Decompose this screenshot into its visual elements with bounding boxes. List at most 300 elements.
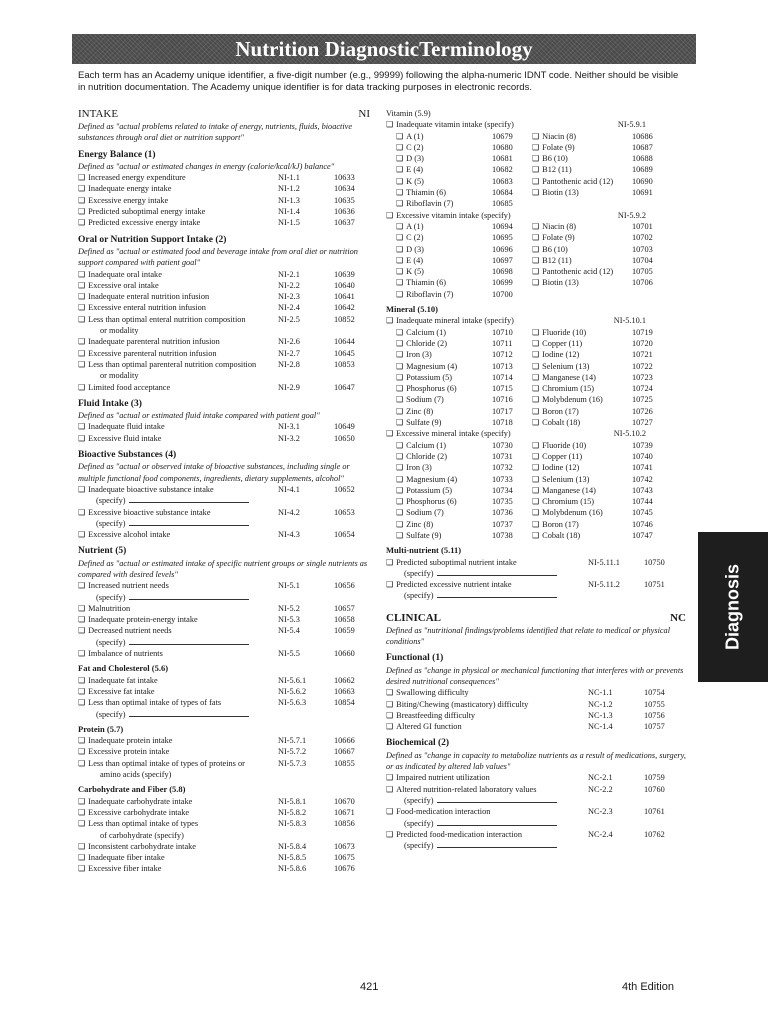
nutrient-checkbox-label[interactable]: ❑ Zinc (8)	[396, 519, 492, 530]
nutrient-checkbox-label[interactable]: ❑ A (1)	[396, 131, 492, 142]
term-checkbox-label[interactable]: ❑ Imbalance of nutrients	[78, 648, 278, 659]
term-checkbox-label[interactable]: ❑ Excessive fat intake	[78, 686, 278, 697]
energy-rows	[78, 172, 370, 228]
term-id: 10751	[644, 580, 665, 590]
nutrient-id: 10718	[492, 418, 513, 428]
nutrient-checkbox-label[interactable]: ❑ B6 (10)	[532, 244, 632, 255]
specify-line[interactable]: (specify)	[78, 518, 370, 529]
nutrient-checkbox-label[interactable]: ❑ Fluoride (10)	[532, 440, 632, 451]
specify-line[interactable]: (specify)	[386, 795, 686, 806]
nutrient-checkbox-label[interactable]: ❑ E (4)	[396, 255, 492, 266]
nutrient-id: 10696	[492, 244, 513, 254]
nutrient-id: 10736	[492, 508, 513, 518]
nutrient-rows	[78, 580, 370, 659]
term-checkbox-label[interactable]: ❑ Excessive energy intake	[78, 195, 278, 206]
nutrient-pair-row	[386, 394, 686, 405]
nutrient-id: 10699	[492, 278, 513, 288]
nutrient-id	[632, 289, 672, 300]
nutrient-pair-row	[386, 530, 686, 541]
nutrient-id: 10712	[492, 350, 513, 360]
term-checkbox-label[interactable]: ❑ Swallowing difficulty	[386, 687, 588, 698]
term-code: NI-5.1	[278, 581, 300, 591]
term-row	[78, 529, 370, 540]
nutrient-id: 10725	[632, 395, 653, 405]
specify-line[interactable]: (specify)	[78, 637, 370, 648]
term-id: 10633	[334, 173, 355, 183]
nutrient-checkbox-label[interactable]: ❑ Riboflavin (7)	[396, 289, 492, 300]
nutrient-id: 10734	[492, 485, 513, 495]
nutrient-checkbox-label[interactable]: ❑ Chloride (2)	[396, 451, 492, 462]
mineral-inadequate-label[interactable]: ❑ Inadequate mineral intake (specify)	[386, 315, 514, 326]
fluid-rows	[78, 421, 370, 444]
mineral-title: Mineral (5.10)	[386, 304, 438, 315]
nutrient-checkbox-label[interactable]: ❑ Phosphorus (6)	[396, 383, 492, 394]
term-id: 10650	[334, 433, 355, 443]
nutrient-checkbox-label[interactable]: ❑ A (1)	[396, 221, 492, 232]
term-code: NI-5.8.6	[278, 864, 307, 874]
nutrient-checkbox-label[interactable]: ❑ Copper (11)	[532, 338, 632, 349]
term-id: 10852	[334, 314, 355, 324]
fat-title: Fat and Cholesterol (5.6)	[78, 663, 169, 674]
term-code: NC-2.3	[588, 807, 613, 817]
biochemical-rows	[386, 772, 686, 851]
nutrient-id: 10741	[632, 463, 653, 473]
nutrient-checkbox-label[interactable]: ❑ Biotin (13)	[532, 187, 632, 198]
nutrient-definition: Defined as "actual or estimated intake of specific nutrient groups or single nutrients as compared with desired levels"	[78, 558, 368, 579]
term-checkbox-label[interactable]: ❑ Less than optimal parenteral nutrition composition	[78, 359, 278, 370]
term-checkbox-label[interactable]: ❑ Breastfeeding difficulty	[386, 710, 588, 721]
oral-definition: Defined as "actual or estimated food and beverage intake from oral diet or nutrition support compared with patient goal"	[78, 246, 358, 268]
term-checkbox-label[interactable]: ❑ Inadequate protein-energy intake	[78, 614, 278, 625]
term-checkbox-label[interactable]: ❑ Excessive fiber intake	[78, 863, 278, 874]
term-checkbox-label[interactable]: ❑ Excessive oral intake	[78, 280, 278, 291]
term-id: 10653	[334, 507, 355, 517]
term-row	[78, 314, 370, 325]
vitamin-inadequate-label[interactable]: ❑ Inadequate vitamin intake (specify)	[386, 119, 514, 130]
diagnosis-tab	[698, 532, 768, 682]
nutrient-checkbox-label[interactable]: ❑ B12 (11)	[532, 255, 632, 266]
term-id: 10676	[334, 864, 355, 874]
nutrient-checkbox-label[interactable]: ❑ Calcium (1)	[396, 440, 492, 451]
term-id: 10673	[334, 841, 355, 851]
term-checkbox-label[interactable]: ❑ Excessive protein intake	[78, 746, 278, 757]
term-id: 10856	[334, 819, 355, 829]
term-checkbox-label[interactable]: ❑ Less than optimal intake of types of proteins or	[78, 758, 278, 769]
term-checkbox-label[interactable]: ❑ Inconsistent carbohydrate intake	[78, 841, 278, 852]
nutrient-checkbox-label[interactable]: ❑ Niacin (8)	[532, 131, 632, 142]
term-checkbox-label[interactable]: ❑ Altered GI function	[386, 721, 588, 732]
energy-title: Energy Balance (1)	[78, 149, 156, 160]
term-row	[386, 784, 686, 795]
mineral-excessive-label[interactable]: ❑ Excessive mineral intake (specify)	[386, 428, 511, 439]
term-row	[78, 758, 370, 769]
nutrient-id: 10719	[632, 327, 653, 337]
term-checkbox-label[interactable]: ❑ Impaired nutrient utilization	[386, 772, 588, 783]
term-row	[78, 195, 370, 206]
carb-title: Carbohydrate and Fiber (5.8)	[78, 784, 186, 795]
nutrient-id: 10732	[492, 463, 513, 473]
term-checkbox-label[interactable]: ❑ Inadequate protein intake	[78, 735, 278, 746]
nutrient-id: 10730	[492, 440, 513, 450]
nutrient-id: 10687	[632, 142, 653, 152]
term-checkbox-label[interactable]: ❑ Limited food acceptance	[78, 382, 278, 393]
term-id: 10639	[334, 269, 355, 279]
nutrient-checkbox-label[interactable]: ❑ B6 (10)	[532, 153, 632, 164]
term-row	[78, 217, 370, 228]
term-checkbox-label[interactable]: ❑ Inadequate fat intake	[78, 675, 278, 686]
nutrient-id: 10695	[492, 233, 513, 243]
specify-line[interactable]: (specify)	[78, 495, 370, 506]
nutrient-checkbox-label[interactable]: ❑ Chromium (15)	[532, 383, 632, 394]
nutrient-id: 10724	[632, 384, 653, 394]
nutrient-checkbox-label[interactable]: ❑ Magnesium (4)	[396, 474, 492, 485]
nutrient-checkbox-label[interactable]: ❑ Pantothenic acid (12)	[532, 266, 632, 277]
nutrient-checkbox-label[interactable]: ❑ Iodine (12)	[532, 462, 632, 473]
nutrient-checkbox-label[interactable]: ❑ Potassium (5)	[396, 485, 492, 496]
fat-rows	[78, 675, 370, 720]
term-row	[78, 280, 370, 291]
term-row	[78, 686, 370, 697]
bioactive-rows	[78, 484, 370, 540]
mineral-excessive-header	[386, 428, 686, 439]
nutrient-checkbox-label[interactable]: ❑ Boron (17)	[532, 406, 632, 417]
mineral-inadequate-pairs	[386, 327, 686, 429]
nutrient-pair-row	[386, 198, 686, 209]
term-id: 10642	[334, 303, 355, 313]
term-id: 10663	[334, 686, 355, 696]
term-row	[78, 603, 370, 614]
term-checkbox-label[interactable]: ❑ Excessive parenteral nutrition infusion	[78, 348, 278, 359]
term-code: NI-5.7.3	[278, 758, 307, 768]
term-checkbox-label[interactable]: ❑ Inadequate bioactive substance intake	[78, 484, 278, 495]
nutrient-checkbox-label[interactable]: ❑ Manganese (14)	[532, 372, 632, 383]
term-checkbox-label[interactable]: ❑ Inadequate enteral nutrition infusion	[78, 291, 278, 302]
nutrient-id: 10710	[492, 327, 513, 337]
nutrient-id: 10683	[492, 176, 513, 186]
term-id: 10634	[334, 184, 355, 194]
term-row	[386, 557, 686, 568]
multi-title: Multi-nutrient (5.11)	[386, 545, 462, 556]
nutrient-checkbox-label[interactable]: ❑ Molybdenum (16)	[532, 394, 632, 405]
term-checkbox-label[interactable]: ❑ Excessive fluid intake	[78, 433, 278, 444]
nutrient-checkbox-label[interactable]: ❑ Selenium (13)	[532, 361, 632, 372]
term-code: NI-3.2	[278, 433, 300, 443]
functional-rows	[386, 687, 686, 732]
term-checkbox-label[interactable]: ❑ Biting/Chewing (masticatory) difficulty	[386, 699, 588, 710]
term-code: NC-1.2	[588, 699, 613, 709]
term-row	[386, 579, 686, 590]
term-checkbox-label[interactable]: ❑ Inadequate fluid intake	[78, 421, 278, 432]
mineral-excessive-pairs	[386, 440, 686, 542]
nutrient-pair-row	[386, 451, 686, 462]
term-code: NI-5.7.2	[278, 747, 307, 757]
nutrient-id: 10747	[632, 530, 653, 540]
nutrient-pair-row	[386, 232, 686, 243]
nutrient-checkbox-label[interactable]: ❑ Sodium (7)	[396, 507, 492, 518]
nutrient-checkbox-label[interactable]: ❑ Calcium (1)	[396, 327, 492, 338]
term-checkbox-label[interactable]: ❑ Excessive enteral nutrition infusion	[78, 302, 278, 313]
term-checkbox-label[interactable]: ❑ Less than optimal enteral nutrition composition	[78, 314, 278, 325]
term-checkbox-label[interactable]: ❑ Inadequate carbohydrate intake	[78, 796, 278, 807]
term-code: NI-5.8.1	[278, 796, 307, 806]
nutrient-checkbox-label[interactable]: ❑ Selenium (13)	[532, 474, 632, 485]
nutrient-id: 10684	[492, 188, 513, 198]
nutrient-pair-row	[386, 383, 686, 394]
nutrient-id: 10680	[492, 142, 513, 152]
biochemical-definition: Defined as "change in capacity to metabolize nutrients as a result of medications, surgery, or as indicated by altered lab values"	[386, 750, 686, 772]
term-id: 10658	[334, 615, 355, 625]
nutrient-pair-row	[386, 277, 686, 288]
nutrient-pair-row	[386, 327, 686, 338]
clinical-title: CLINICAL	[386, 611, 442, 624]
term-code: NC-1.4	[588, 722, 613, 732]
term-code: NC-2.2	[588, 784, 613, 794]
nutrient-id: 10694	[492, 221, 513, 231]
term-checkbox-label[interactable]: ❑ Inadequate parenteral nutrition infusion	[78, 336, 278, 347]
bioactive-title: Bioactive Substances (4)	[78, 450, 177, 461]
nutrient-pair-row	[386, 176, 686, 187]
nutrient-id: 10742	[632, 474, 653, 484]
term-code: NC-2.1	[588, 773, 613, 783]
right-column	[386, 108, 686, 851]
term-code: NI-2.5	[278, 314, 300, 324]
term-id: 10649	[334, 422, 355, 432]
nutrient-checkbox-label[interactable]: ❑ Thiamin (6)	[396, 277, 492, 288]
term-label-continued: or modality	[100, 326, 139, 336]
nutrient-checkbox-label[interactable]: ❑ Molybdenum (16)	[532, 507, 632, 518]
nutrient-id: 10731	[492, 451, 513, 461]
term-row	[78, 484, 370, 495]
nutrient-pair-row	[386, 153, 686, 164]
intake-header	[78, 108, 370, 121]
vitamin-inadequate-code: NI-5.9.1	[617, 120, 646, 130]
nutrient-pair-row	[386, 255, 686, 266]
term-code: NI-4.2	[278, 507, 300, 517]
specify-line[interactable]: (specify)	[386, 840, 686, 851]
vitamin-excessive-code: NI-5.9.2	[617, 210, 646, 220]
nutrient-checkbox-label[interactable]: ❑ Chromium (15)	[532, 496, 632, 507]
nutrient-checkbox-label[interactable]: ❑ Boron (17)	[532, 519, 632, 530]
term-code: NI-5.3	[278, 615, 300, 625]
nutrient-checkbox-label[interactable]: ❑ Biotin (13)	[532, 277, 632, 288]
term-checkbox-label[interactable]: ❑ Inadequate fiber intake	[78, 852, 278, 863]
nutrient-id: 10739	[632, 440, 653, 450]
term-checkbox-label[interactable]: ❑ Less than optimal intake of types of fats	[78, 697, 278, 708]
nutrient-checkbox-label[interactable]: ❑ Potassium (5)	[396, 372, 492, 383]
vitamin-excessive-label[interactable]: ❑ Excessive vitamin intake (specify)	[386, 210, 511, 221]
nutrient-checkbox-label[interactable]: ❑ Phosphorus (6)	[396, 496, 492, 507]
nutrient-checkbox-label[interactable]: ❑ Iron (3)	[396, 349, 492, 360]
term-row	[78, 614, 370, 625]
term-id: 10654	[334, 530, 355, 540]
term-code: NI-5.6.2	[278, 686, 307, 696]
nutrient-checkbox-label[interactable]	[532, 198, 632, 209]
term-id: 10640	[334, 280, 355, 290]
nutrient-checkbox-label[interactable]: ❑ Pantothenic acid (12)	[532, 176, 632, 187]
nutrient-checkbox-label[interactable]: ❑ Cobalt (18)	[532, 530, 632, 541]
nutrient-pair-row	[386, 485, 686, 496]
term-row	[386, 772, 686, 783]
nutrient-id: 10735	[492, 497, 513, 507]
nutrient-pair-row	[386, 519, 686, 530]
term-code: NI-2.6	[278, 337, 300, 347]
nutrient-checkbox-label[interactable]: ❑ Magnesium (4)	[396, 361, 492, 372]
term-row	[78, 172, 370, 183]
term-label-continued: amino acids (specify)	[100, 770, 172, 780]
term-id: 10635	[334, 195, 355, 205]
page-number: 421	[360, 981, 379, 993]
carb-rows	[78, 796, 370, 875]
nutrient-id: 10698	[492, 267, 513, 277]
term-code: NI-1.5	[278, 218, 300, 228]
nutrient-pair-row	[386, 164, 686, 175]
term-row	[78, 852, 370, 863]
term-row	[78, 336, 370, 347]
protein-title: Protein (5.7)	[78, 723, 124, 734]
nutrient-checkbox-label[interactable]: ❑ Folate (9)	[532, 142, 632, 153]
mineral-inadequate-code: NI-5.10.1	[613, 316, 646, 326]
nutrient-id: 10700	[492, 289, 513, 299]
term-checkbox-label[interactable]: ❑ Altered nutrition-related laboratory values	[386, 784, 588, 795]
term-checkbox-label[interactable]: ❑ Predicted suboptimal nutrient intake	[386, 557, 588, 568]
term-row	[78, 291, 370, 302]
term-checkbox-label[interactable]: ❑ Predicted excessive energy intake	[78, 217, 278, 228]
clinical-definition: Defined as "nutritional findings/problems identified that relate to medical or physical conditions"	[386, 625, 671, 647]
term-checkbox-label[interactable]: ❑ Inadequate energy intake	[78, 183, 278, 194]
nutrient-id: 10717	[492, 406, 513, 416]
specify-line[interactable]: (specify)	[78, 592, 370, 603]
specify-line[interactable]: (specify)	[386, 818, 686, 829]
nutrient-pair-row	[386, 289, 686, 300]
vitamin-inadequate-pairs	[386, 131, 686, 210]
intake-code: NI	[358, 108, 370, 120]
nutrient-checkbox-label[interactable]: ❑ C (2)	[396, 232, 492, 243]
term-label-continued: of carbohydrate (specify)	[100, 830, 184, 840]
nutrient-checkbox-label[interactable]: ❑ K (5)	[396, 266, 492, 277]
nutrient-checkbox-label[interactable]: ❑ Iodine (12)	[532, 349, 632, 360]
nutrient-checkbox-label[interactable]: ❑ Manganese (14)	[532, 485, 632, 496]
term-checkbox-label[interactable]: ❑ Inadequate oral intake	[78, 269, 278, 280]
nutrient-id: 10743	[632, 485, 653, 495]
term-id: 10637	[334, 218, 355, 228]
nutrient-id: 10690	[632, 176, 653, 186]
term-checkbox-label[interactable]: ❑ Increased energy expenditure	[78, 172, 278, 183]
nutrient-checkbox-label[interactable]: ❑ Copper (11)	[532, 451, 632, 462]
nutrient-checkbox-label[interactable]: ❑ D (3)	[396, 153, 492, 164]
nutrient-id: 10740	[632, 451, 653, 461]
term-checkbox-label[interactable]: ❑ Increased nutrient needs	[78, 580, 278, 591]
term-id: 10656	[334, 581, 355, 591]
term-code: NI-2.2	[278, 280, 300, 290]
term-code: NI-2.8	[278, 359, 300, 369]
nutrient-id: 10746	[632, 519, 653, 529]
term-code: NI-5.7.1	[278, 736, 307, 746]
term-code: NC-1.3	[588, 710, 613, 720]
term-row	[78, 302, 370, 313]
term-checkbox-label[interactable]: ❑ Excessive alcohol intake	[78, 529, 278, 540]
term-row	[78, 348, 370, 359]
term-checkbox-label[interactable]: ❑ Food-medication interaction	[386, 806, 588, 817]
specify-line[interactable]: (specify)	[386, 590, 686, 601]
term-code: NI-5.11.2	[588, 580, 620, 590]
term-row	[78, 675, 370, 686]
term-code: NI-2.7	[278, 348, 300, 358]
nutrient-checkbox-label[interactable]: ❑ K (5)	[396, 176, 492, 187]
nutrient-id: 10744	[632, 497, 653, 507]
nutrient-id: 10691	[632, 188, 653, 198]
term-checkbox-label[interactable]: ❑ Predicted suboptimal energy intake	[78, 206, 278, 217]
term-code: NI-5.8.2	[278, 807, 307, 817]
clinical-header	[386, 612, 686, 625]
nutrient-checkbox-label[interactable]: ❑ D (3)	[396, 244, 492, 255]
term-code: NI-5.11.1	[588, 557, 620, 567]
term-id: 10670	[334, 796, 355, 806]
term-code: NI-4.3	[278, 530, 300, 540]
term-code: NI-5.6.1	[278, 675, 307, 685]
term-checkbox-label[interactable]: ❑ Predicted food-medication interaction	[386, 829, 588, 840]
vitamin-title: Vitamin (5.9)	[386, 109, 431, 118]
nutrient-id: 10702	[632, 233, 653, 243]
term-id: 10666	[334, 736, 355, 746]
nutrient-checkbox-label[interactable]: ❑ Niacin (8)	[532, 221, 632, 232]
nutrient-checkbox-label[interactable]: ❑ E (4)	[396, 164, 492, 175]
nutrient-checkbox-label[interactable]: ❑ B12 (11)	[532, 164, 632, 175]
nutrient-checkbox-label[interactable]: ❑ Sodium (7)	[396, 394, 492, 405]
term-checkbox-label[interactable]: ❑ Decreased nutrient needs	[78, 625, 278, 636]
vitamin-excessive-header	[386, 210, 686, 221]
fluid-title: Fluid Intake (3)	[78, 398, 142, 409]
nutrient-checkbox-label[interactable]: ❑ Cobalt (18)	[532, 417, 632, 428]
term-checkbox-label[interactable]: ❑ Excessive bioactive substance intake	[78, 507, 278, 518]
specify-line[interactable]: (specify)	[386, 568, 686, 579]
term-row	[78, 206, 370, 217]
term-code: NI-5.8.3	[278, 819, 307, 829]
specify-line[interactable]: (specify)	[78, 709, 370, 720]
nutrient-checkbox-label[interactable]: ❑ Fluoride (10)	[532, 327, 632, 338]
energy-definition: Defined as "actual or estimated changes in energy (calorie/kcal/kJ) balance"	[78, 161, 335, 171]
nutrient-id: 10715	[492, 384, 513, 394]
term-code: NI-5.8.5	[278, 853, 307, 863]
nutrient-checkbox-label[interactable]: ❑ Sulfate (9)	[396, 530, 492, 541]
nutrient-checkbox-label[interactable]: ❑ Zinc (8)	[396, 406, 492, 417]
nutrient-checkbox-label[interactable]: ❑ Sulfate (9)	[396, 417, 492, 428]
term-checkbox-label[interactable]: ❑ Excessive carbohydrate intake	[78, 807, 278, 818]
nutrient-pair-row	[386, 406, 686, 417]
nutrient-id: 10737	[492, 519, 513, 529]
nutrient-checkbox-label[interactable]: ❑ Iron (3)	[396, 462, 492, 473]
nutrient-id: 10738	[492, 530, 513, 540]
term-checkbox-label[interactable]: ❑ Less than optimal intake of types	[78, 818, 278, 829]
term-code: NI-5.2	[278, 603, 300, 613]
nutrient-checkbox-label[interactable]: ❑ C (2)	[396, 142, 492, 153]
term-row	[78, 183, 370, 194]
nutrient-checkbox-label[interactable]	[532, 289, 632, 300]
term-checkbox-label[interactable]: ❑ Malnutrition	[78, 603, 278, 614]
nutrient-id: 10722	[632, 361, 653, 371]
term-id: 10759	[644, 773, 665, 783]
diagnosis-tab-label: Diagnosis	[722, 563, 743, 651]
term-checkbox-label[interactable]: ❑ Predicted excessive nutrient intake	[386, 579, 588, 590]
term-id: 10647	[334, 382, 355, 392]
term-id: 10762	[644, 829, 665, 839]
edition-label: 4th Edition	[622, 981, 674, 993]
nutrient-checkbox-label[interactable]: ❑ Riboflavin (7)	[396, 198, 492, 209]
protein-rows	[78, 735, 370, 780]
nutrient-checkbox-label[interactable]: ❑ Chloride (2)	[396, 338, 492, 349]
nutrient-checkbox-label[interactable]: ❑ Thiamin (6)	[396, 187, 492, 198]
nutrient-checkbox-label[interactable]: ❑ Folate (9)	[532, 232, 632, 243]
nutrient-id: 10711	[492, 338, 513, 348]
